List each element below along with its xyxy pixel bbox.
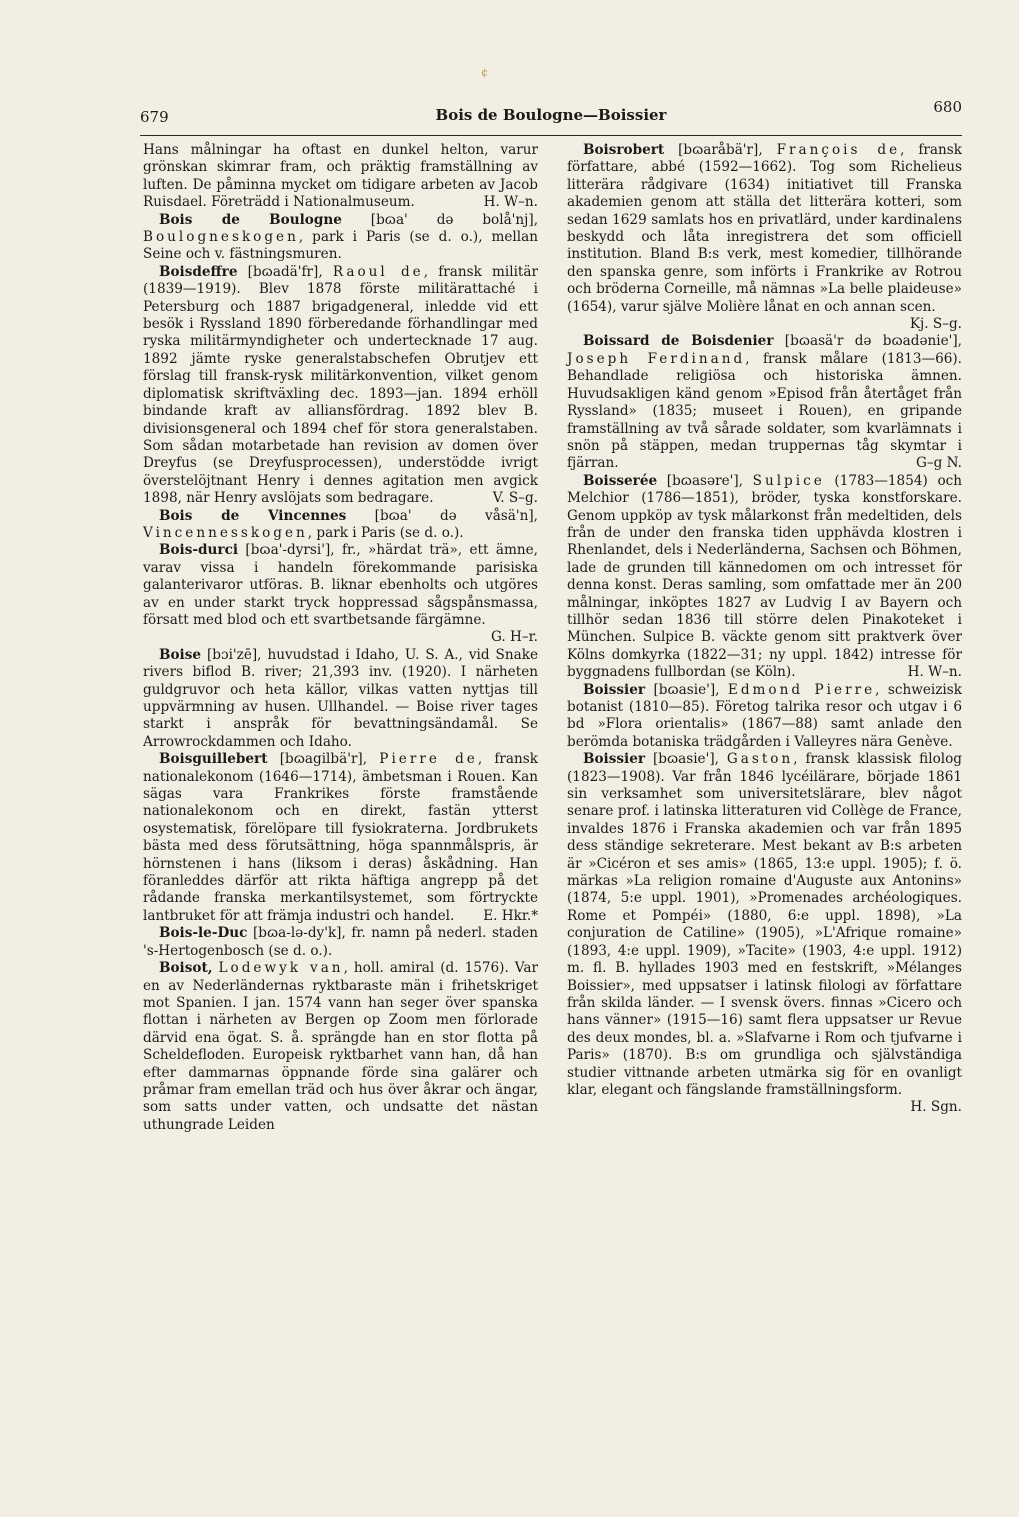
entry-headword: Bois de Vincennes [159,507,347,524]
entry-continuation [143,142,538,212]
dictionary-entry [567,682,962,752]
entry-text: , holl. amiral (d. 1576). Var en av Nederländernas ryktbaraste män i frihetskriget mot Spanien. I jan. 1574 vann han seger över spanska flottan i närheten av Bergen op Zoom men förlorade därvid ena ögat. S. å. sprängde han en stor flotta på Scheldefloden. Europeisk ryktbarhet vann han, då han efter dammarnas öppnande förde sina galärer och pråmar fram emellan träd och hus över åkrar och ängar, som satts under vatten, och undsatte det nästan uthungrade Leiden [143,960,538,1133]
entry-headword: Boise [159,646,202,663]
entry-text: , park i Paris (se d. o.), mellan Seine och v. fästningsmuren. [143,229,538,263]
entry-headword: Boisserée [583,472,658,489]
dictionary-entry [143,264,538,508]
author-signature: H. W–n. [483,194,538,211]
entry-headword: Bois-durci [159,542,239,559]
entry-pronunciation: [bɷasəre'], [657,472,753,489]
author-signature: Kj. S–g. [909,316,962,333]
entry-pronunciation: [bɷa' də bolå'nj], [341,211,539,228]
entry-pronunciation: [bɷaråbä'r], [664,142,777,158]
entry-text: fr. namn på nederl. staden 's-Hertogenbosch (se d. o.). [143,925,538,959]
entry-pronunciation: [bɔi'zē], [201,646,268,663]
entry-person-name: François de [776,142,901,158]
entry-pronunciation: [bɷa-lə-dy'k], [247,925,352,942]
author-signature: V. S–g. [492,490,538,507]
entry-person-name: Pierre de [379,751,478,768]
page-number-right: 680 [933,98,962,116]
author-signature: H. W–n. [907,664,962,681]
entry-person-name: Raoul de [332,263,424,280]
entry-text: , fransk klassisk filolog (1823—1908). Var från 1846 lycéilärare, började 1861 sin verksamhet som universitetslärare, blev något senare prof. i latinska litteraturen vid Collège de France, invaldes 1876 i Franska akademien och var från 1895 dess ständige sekreterare. Mest bekant av B:s arbeten är »Cicéron et ses amis» (1865, 13:e uppl. 1905); f. ö. märkas »La religion romaine d'Auguste aux Antonins» (1874, 5:e uppl. 1901), »Promenades archéologiques. Rome et Pompéi» (1880, 6:e uppl. 1898), »La conjuration de Catiline» (1905), »L'Afrique romaine» (1893, 4:e uppl. 1909), »Tacite» (1903, 4:e uppl. 1912) m. fl. B. hyllades 1903 med en festskrift, »Mélanges Boissier», med uppsatser i latinsk filologi av författare från skilda länder. — I svensk övers. finnas »Cicero och hans vänner» (1915—16) samt flera uppsatser ur Revue des deux mondes, bl. a. »Slafvarne i Rom och tjufvarne i Paris» (1870). B:s om grundliga och självständiga studier vittnande arbeten utmärka sig för en ovanligt klar, elegant och fängslande framställningsform. [567,751,962,1098]
entry-text: , fransk nationalekonom (1646—1714), ämbetsman i Rouen. Kan sägas vara Frankrikes förste framstående nationalekonom och en direkt, fastän ytterst osystematisk, förelöpare till fysiokraterna. Jordbrukets bästa med dess förutsättning, höga spannmålspris, är hörnstenen i hans (liksom i deras) åskådning. Han föranleddes därför att rikta häftiga angrepp på det rådande franska merkantilsystemet, som förtryckte lantbruket för att främja industri och handel. [143,751,539,924]
author-signature: G–g N. [915,455,962,472]
entry-person-name: Joseph Ferdinand [567,350,746,367]
entry-headword: Boisguillebert [159,751,268,768]
author-signature: E. Hkr.* [483,907,538,924]
author-signature: G. H–r. [491,629,538,646]
entry-person-name: Gaston [726,751,794,768]
entry-person-name: Edmond Pierre [727,681,876,698]
dictionary-entry [143,925,538,960]
entry-text: , schweizisk botanist (1810—85). Företog talrika resor och utgav i 6 bd »Flora orientalis» (1867—88) samt anlade den berömda botaniska trädgården i Valleyres nära Genève. [567,681,962,750]
entry-pronunciation: [bɷasä'r də bɷadənie'], [773,333,962,350]
right-column [567,142,962,1117]
dictionary-entry [567,333,962,472]
entry-text: , park i Paris (se d. o.). [307,524,464,541]
entry-headword: Boissier [583,681,646,698]
entry-pronunciation: [bɷa'-dyrsi'], [238,542,342,559]
entry-person-name: Sulpice [752,472,825,489]
dictionary-entry [143,542,538,646]
entry-pronunciation: [bɷagilbä'r], [267,751,380,768]
entry-pronunciation: [bɷasie'], [645,681,728,698]
entry-text: fr., »härdat trä», ett ämne, varav vissa i handeln förekommande parisiska galanterivaror utföras. B. liknar ebenholts och utgöres av en under starkt tryck hoppressad sågspånsmassa, försatt med blod och ett svartbetsande färgämne. [143,542,538,628]
entry-text: huvudstad i Idaho, U. S. A., vid Snake rivers biflod B. river; 21,393 inv. (1920). I närheten guldgruvor och heta källor, vilkas vatten nyttjas till uppvärmning av husen. Ullhandel. — Boise river tages starkt i anspråk för bevattningsändamål. Se Arrowrockdammen och Idaho. [143,646,538,750]
page-header [140,98,962,128]
entry-pronunciation: [bɷadä'fr], [237,263,333,280]
entry-text: , fransk målare (1813—66). Behandlade religiösa och historiska ämnen. Huvudsakligen känd genom »Episod från återtåget från Ryssland» (1835; museet i Rouen), en gripande framställning av två sårade soldater, som kvarlämnats i snön på stäppen, medan truppernas tåg skymtar i fjärran. [567,350,962,472]
entry-headword: Bois de Boulogne [159,211,342,228]
entry-headword: Boissard de Boisdenier [583,333,774,350]
entry-text: , fransk militär (1839—1919). Blev 1878 förste militärattaché i Petersburg och 1887 brigadgeneral, inledde vid ett besök i Ryssland 1890 förberedande förhandlingar med ryska militärmyndigheter och undertecknade 17 aug. 1892 jämte ryske generalstabschefen Obrutjev ett förslag till fransk-rysk militärkonvention, vilket genom diplomatisk skriftväxling dec. 1893—jan. 1894 erhöll bindande kraft av alliansfördrag. 1892 blev B. divisionsgeneral och 1894 chef för stora generalstaben. Som sådan motarbetade han revision av domen över Dreyfus (se Dreyfusprocessen), understödde ivrigt överstelöjtnant Henry i dennes agitation men avgick 1898, när Henry avslöjats som bedragare. [143,263,538,507]
entry-pronunciation: [bɷasie'], [645,751,727,768]
running-title: Bois de Boulogne—Boissier [435,106,667,124]
left-column [143,142,538,1134]
entry-person-name: Boulogneskogen [143,229,299,246]
author-signature: H. Sgn. [910,1099,962,1116]
dictionary-entry [567,473,962,682]
entry-text: (1783—1854) och Melchior (1786—1851), bröder, tyska konstforskare. Genom uppköp av tysk målarkonst från medeltiden, dels från de under den franska tiden upphävda klostren i Rhenlandet, dels i Nederländerna, Sachsen och Böhmen, lade de grunden till kännedomen om och intresset för denna konst. Deras samling, som omfattade mer än 200 målningar, inköptes 1827 av Ludvig I av Bayern och tillhör sedan 1836 till större delen Pinakoteket i München. Sulpice B. väckte genom sitt praktverk över Kölns domkyrka (1822—31; ny uppl. 1842) intresse för byggnadens fullbordan (se Köln). [567,472,962,681]
entry-headword: Bois-le-Duc [159,925,248,942]
entry-headword: Boisdeffre [159,263,238,280]
entry-text: Hans målningar ha oftast en dunkel helton, varur grönskan skimrar fram, och präktig framställning av luften. De påminna mycket om tidigare arbeten av Jacob Ruisdael. Företrädd i Nationalmuseum. [143,142,538,211]
entry-pronunciation: [bɷa' də våsä'n], [346,507,539,524]
entry-headword: Boissier [583,751,646,768]
page-number-left: 679 [140,108,169,126]
dictionary-entry [143,960,538,1134]
dictionary-entry [143,508,538,543]
entry-person-name: Vincennesskogen [143,524,308,541]
header-rule [140,135,962,136]
print-mark: ¢ [481,66,488,79]
dictionary-entry [143,647,538,751]
entry-text: , fransk författare, abbé (1592—1662). Tog som Richelieus litterära rådgivare (1634) initiativet till Franska akademien genom att ställa det litterära kotteri, som sedan 1629 samlats hos en privatlärd, under kardinalens beskydd och låta inregistrera det som officiell institution. Bland B:s verk, mest komedier, tillhörande den spanska genre, som införts i Frankrike av Rotrou och bröderna Corneille, må nämnas »La belle plaideuse» (1654), varur själve Molière lånat en och annan scen. [567,142,962,315]
dictionary-entry [567,751,962,1117]
dictionary-entry [143,212,538,264]
entry-person-name: Lodewyk van [218,960,344,977]
dictionary-entry [567,142,962,333]
entry-headword: Boisrobert [583,142,665,158]
dictionary-entry [143,751,538,925]
entry-headword: Boisot, [159,960,213,977]
